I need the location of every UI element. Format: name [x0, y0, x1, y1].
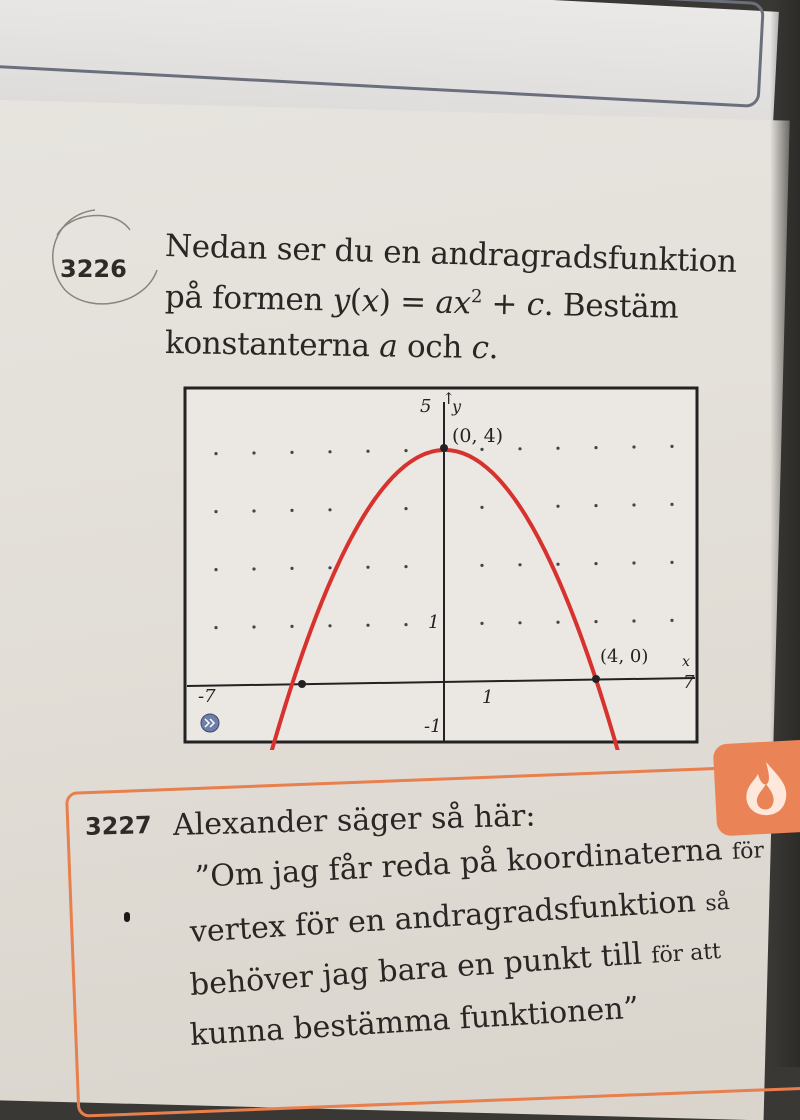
grid-dot [366, 624, 369, 627]
problem-number: 3226 [60, 255, 127, 283]
grid-dot [670, 619, 673, 622]
grid-dot [594, 446, 597, 449]
problem-number: 3227 [84, 811, 153, 841]
grid-dot [290, 625, 293, 628]
grid-dot [594, 620, 597, 623]
grid-dot [252, 567, 255, 570]
quote-line-3: behöver jag bara en punkt till för att [188, 935, 722, 1003]
root-point-left [298, 680, 306, 688]
grid-dot [214, 452, 217, 455]
grid-dot [670, 503, 673, 506]
grid-dot [290, 509, 293, 512]
grid-dot [252, 509, 255, 512]
quote-line-4: kunna bestämma funktionen” [188, 990, 640, 1053]
ink-dot [124, 912, 130, 922]
y-tick-neg1-label: -1 [424, 716, 442, 737]
grid-dot [404, 565, 407, 568]
grid-dot [594, 562, 597, 565]
grid-dot [328, 624, 331, 627]
root-label: (4, 0) [600, 646, 649, 667]
grid-dot [252, 625, 255, 628]
grid-dot [556, 447, 559, 450]
vertex-point [440, 444, 448, 452]
y-arrow: ↑ [442, 389, 456, 408]
root-point-right [592, 675, 600, 683]
grid-dot [328, 566, 331, 569]
quote-line-1: ”Om jag får reda på koordinaterna för [194, 831, 765, 895]
y-axis-label: y [452, 397, 462, 416]
grid-dot [290, 451, 293, 454]
grid-dot [632, 561, 635, 564]
grid-dot [480, 506, 483, 509]
flame-icon [738, 758, 794, 818]
quote-line-2: vertex för en andragradsfunktion så [188, 883, 731, 950]
grid-dot [480, 622, 483, 625]
grid-dot [518, 621, 521, 624]
grid-dot [328, 508, 331, 511]
grid-dot [252, 451, 255, 454]
grid-dot [366, 450, 369, 453]
y-tick-1-label: 1 [428, 612, 440, 633]
question-line-1: Nedan ser du en andragradsfunktion [164, 228, 738, 280]
grid-dot [404, 507, 407, 510]
grid-dot [670, 561, 673, 564]
y-max-label: 5 [420, 396, 432, 417]
question-line-2: på formen $y(x) = ax^2 + c$. Bestäm [164, 279, 679, 326]
x-max-label: 7 [683, 672, 695, 693]
grid-dot [632, 503, 635, 506]
vertex-label: (0, 4) [452, 425, 504, 447]
grid-dot [480, 448, 483, 451]
grid-dot [556, 505, 559, 508]
grid-dot [290, 567, 293, 570]
parabola-graph [180, 380, 700, 750]
grid-dot [594, 504, 597, 507]
x-min-label: -7 [198, 686, 216, 707]
grid-dot [518, 447, 521, 450]
x-axis-label: x [682, 654, 690, 670]
grid-dot [404, 449, 407, 452]
grid-dot [214, 510, 217, 513]
grid-dot [518, 563, 521, 566]
grid-dot [556, 621, 559, 624]
double-chevron-icon[interactable] [201, 714, 219, 732]
question-line-3: konstanterna a och c. [164, 325, 499, 367]
grid-dot [366, 566, 369, 569]
grid-dot [404, 623, 407, 626]
grid-dot [632, 445, 635, 448]
grid-dot [556, 563, 559, 566]
grid-dot [480, 564, 483, 567]
problem-line-1: Alexander säger så här: [172, 798, 536, 843]
x-tick-1-label: 1 [482, 687, 494, 708]
grid-dot [632, 619, 635, 622]
grid-dot [214, 626, 217, 629]
grid-dot [328, 450, 331, 453]
grid-dot [214, 568, 217, 571]
grid-dot [670, 445, 673, 448]
